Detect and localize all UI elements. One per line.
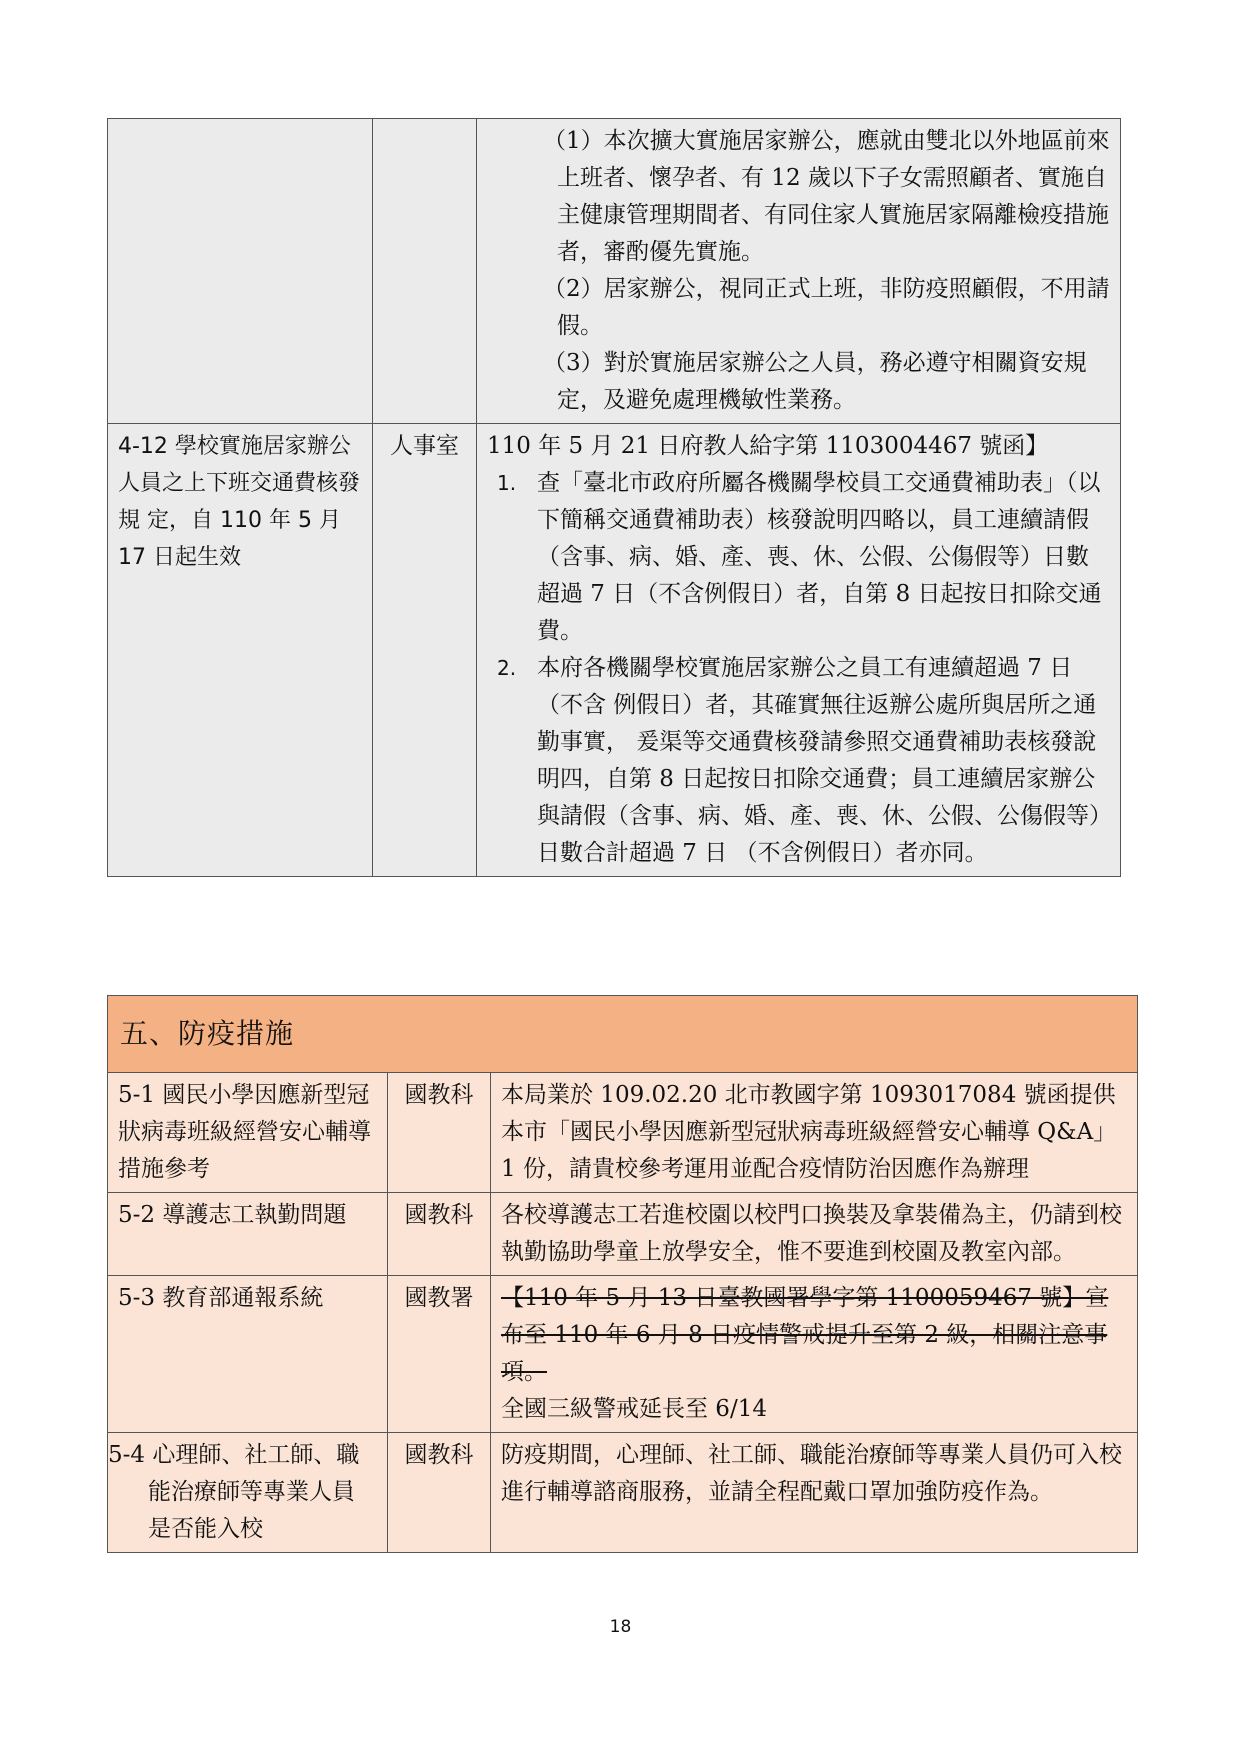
content-cell [477, 424, 1121, 877]
struck-text: 【110 年 5 月 13 日臺教國署學字第 1100059467 號】宣布至 110 年 6 月 8 日疫情警戒提升至第 2 級，相關注意事項。 [501, 1285, 1109, 1385]
item-cell [108, 119, 373, 424]
content-cell [491, 1276, 1138, 1433]
item-cell: 5-3 教育部通報系統 [108, 1276, 388, 1433]
content-cell: 防疫期間，心理師、社工師、職能治療師等專業人員仍可入校進行輔導諮商服務，並請全程配戴口罩加強防疫作為。 [491, 1433, 1138, 1553]
table-row [108, 1433, 1138, 1553]
item-cell: 4-12 學校實施居家辦公人員之上下班交通費核發規 定，自 110 年 5 月 17 日起生效 [108, 424, 373, 877]
reference-text: 110 年 5 月 21 日府教人給字第 1103004467 號函】 [487, 433, 1049, 459]
unit-cell: 人事室 [373, 424, 477, 877]
content-cell: 本局業於 109.02.20 北市教國字第 1093017084 號函提供本市「國民小學因應新型冠狀病毒班級經營安心輔導 Q&A」1 份，請貴校參考運用並配合疫情防治因應作為辦理 [491, 1073, 1138, 1193]
page-number: 18 [609, 1617, 632, 1637]
content-text: 全國三級警戒延長至 6/14 [501, 1396, 767, 1422]
table-row [108, 424, 1121, 877]
list-number: 2. [497, 656, 517, 680]
table-section-5 [107, 995, 1138, 1553]
list-item: （3）對於實施居家辦公之人員，務必遵守相關資安規定，及避免處理機敏性業務。 [543, 350, 1087, 413]
unit-cell: 國教科 [388, 1433, 491, 1553]
item-cell: 5-4 心理師、社工師、職能治療師等專業人員是否能入校 [108, 1433, 388, 1553]
content-cell: 各校導護志工若進校園以校門口換裝及拿裝備為主，仍請到校執勤協助學童上放學安全，惟不要進到校園及教室內部。 [491, 1193, 1138, 1276]
list-item: （2）居家辦公，視同正式上班，非防疫照顧假，不用請假。 [543, 276, 1110, 339]
table-section-4 [107, 118, 1121, 877]
content-cell [477, 119, 1121, 424]
list-item: （1）本次擴大實施居家辦公，應就由雙北以外地區前來上班者、懷孕者、有 12 歲以下子女需照顧者、實施自主健康管理期間者、有同住家人實施居家隔離檢疫措施者，審酌優先實施。 [543, 128, 1110, 265]
table-row [108, 1073, 1138, 1193]
table-row [108, 1276, 1138, 1433]
list-number: 1. [497, 471, 517, 495]
item-cell: 5-2 導護志工執勤問題 [108, 1193, 388, 1276]
list-text: 查「臺北市政府所屬各機關學校員工交通費補助表」（以下簡稱交通費補助表）核發說明四略以，員工連續請假 （含事、病、婚、產、喪、休、公假、公傷假等）日數超過 7 日（不含例假日）者，自第 8 日起按日扣除交通費。 [537, 470, 1102, 644]
numbered-list [487, 465, 1110, 872]
item-cell: 5-1 國民小學因應新型冠狀病毒班級經營安心輔導措施參考 [108, 1073, 388, 1193]
list-item [487, 465, 1110, 650]
unit-cell: 國教科 [388, 1073, 491, 1193]
table-row [108, 119, 1121, 424]
table-heading-row [108, 996, 1138, 1073]
list-item [487, 650, 1110, 872]
table-row [108, 1193, 1138, 1276]
section-heading: 五、防疫措施 [108, 996, 1138, 1073]
list-text: 本府各機關學校實施居家辦公之員工有連續超過 7 日（不含 例假日）者，其確實無往返辦公處所與居所之通勤事實， 爰渠等交通費核發請參照交通費補助表核發說明四，自第 8 日起按日扣除交通費；員工連續居家辦公與請假（含事、病、婚、產、喪、休、公假、公傷假等）日數合計超過 7 日 （不含例假日）者亦同。 [537, 655, 1101, 866]
unit-cell: 國教科 [388, 1193, 491, 1276]
unit-cell [373, 119, 477, 424]
unit-cell: 國教署 [388, 1276, 491, 1433]
